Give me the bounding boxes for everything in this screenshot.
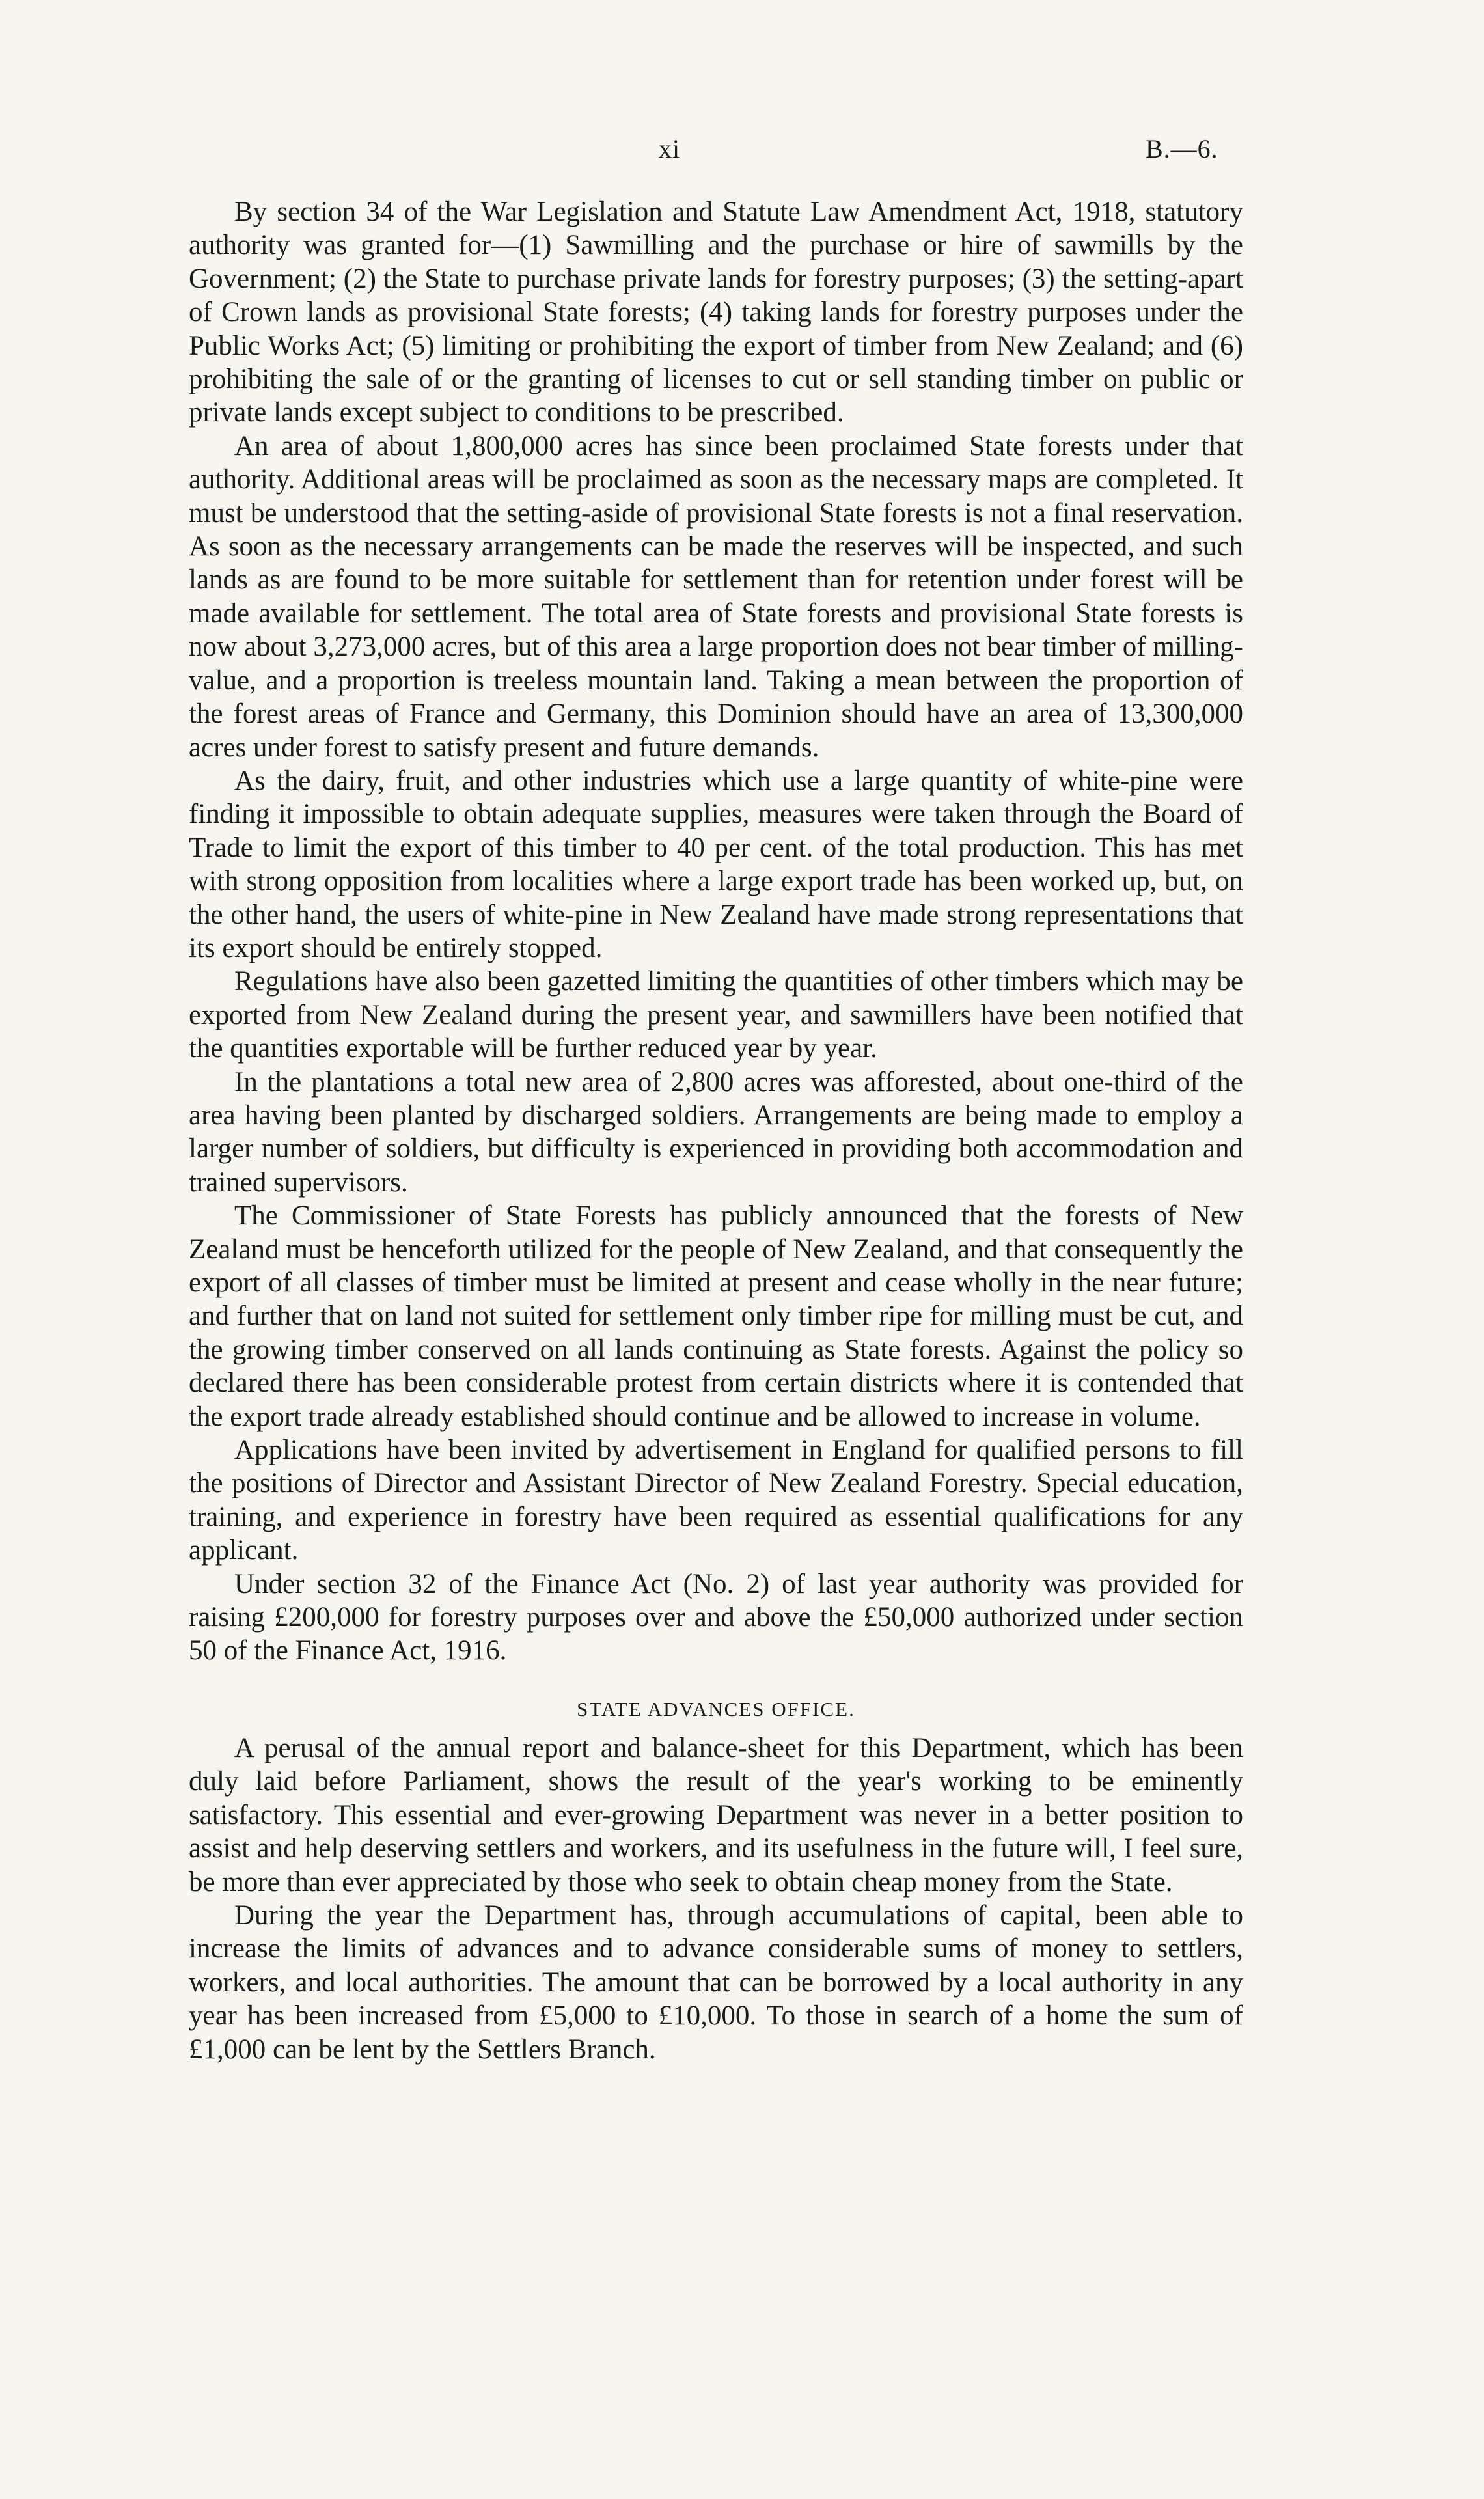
paragraph-plantations: In the plantations a total new area of 2,800 acres was afforested, about one-third of the area having been planted by discharged soldiers. Arrangements are being made to employ a larger number of soldiers, but difficulty is experienced in providing both accommodation and trained supervisors.: [189, 1066, 1243, 1198]
paragraph-annual-report: A perusal of the annual report and balance-sheet for this Department, which has been duly laid before Parliament, shows the result of the year's working to be eminently satisfactory. This essential and ever-growing Department was never in a better position to assist and help deserving settlers and workers, and its usefulness in the future will, I feel sure, be more than ever appreciated by those who seek to obtain cheap money from the State.: [189, 1732, 1243, 1898]
page-header: [0, 133, 1484, 173]
paragraph-white-pine-export: As the dairy, fruit, and other industries which use a large quantity of white-pine were finding it impossible to obtain adequate supplies, measures were taken through the Board of Trade to limit the export of this timber to 40 per cent. of the total production. This has met with strong opposition from localities where a large export trade has been worked up, but, on the other hand, the users of white-pine in New Zealand have made strong representations that its export should be entirely stopped.: [189, 765, 1243, 963]
page-number: xi: [659, 134, 681, 163]
paragraph-advances-limits: During the year the Department has, through accumulations of capital, been able to increase the limits of advances and to advance considerable sums of money to settlers, workers, and local authorities. The amount that can be borrowed by a local authority in any year has been increased from £5,000 to £10,000. To those in search of a home the sum of £1,000 can be lent by the Settlers Branch.: [189, 1899, 1243, 2065]
paragraph-regulations: Regulations have also been gazetted limiting the quantities of other timbers which may be exported from New Zealand during the present year, and sawmillers have been notified that the quantities exportable will be further reduced year by year.: [189, 966, 1243, 1064]
paragraph-proclaimed-forests: An area of about 1,800,000 acres has since been proclaimed State forests under that authority. Additional areas will be proclaimed as soon as the necessary maps are completed. It must be understood that the setting-aside of provisional State forests is not a final reservation. As soon as the necessary arrangements can be made the reserves will be inspected, and such lands as are found to be more suitable for settlement than for retention under forest will be made available for settlement. The total area of State forests and provisional State forests is now about 3,273,000 acres, but of this area a large proportion does not bear timber of milling-value, and a proportion is treeless mountain land. Taking a mean between the proportion of the forest areas of France and Germany, this Dominion should have an area of 13,300,000 acres under forest to satisfy present and future demands.: [189, 430, 1243, 763]
paragraph-finance-act: Under section 32 of the Finance Act (No. 2) of last year authority was provided for raising £200,000 for forestry purposes over and above the £50,000 authorized under section 50 of the Finance Act, 1916.: [189, 1568, 1243, 1666]
paragraph-director-applications: Applications have been invited by advertisement in England for qualified persons to fill the positions of Director and Assistant Director of New Zealand Forestry. Special education, training, and experience in forestry have been required as essential qualifications for any applicant.: [189, 1435, 1243, 1566]
body-text: [189, 195, 1243, 2066]
section-heading: STATE ADVANCES OFFICE.: [577, 1697, 855, 1720]
paragraph-commissioner-policy: The Commissioner of State Forests has publicly announced that the forests of New Zealand must be henceforth utilized for the people of New Zealand, and that consequently the export of all classes of timber must be limited at present and cease wholly in the near future; and further that on land not suited for settlement only timber ripe for milling must be cut, and the growing timber conserved on all lands continuing as State forests. Against the policy so declared there has been considerable protest from certain districts where it is contended that the export trade already established should continue and be allowed to increase in volume.: [189, 1200, 1243, 1432]
document-reference: B.—6.: [1146, 134, 1218, 163]
paragraph-war-legislation: By section 34 of the War Legislation and Statute Law Amendment Act, 1918, statutory authority was granted for—(1) Sawmilling and the purchase or hire of sawmills by the Government; (2) the State to purchase private lands for forestry purposes; (3) the setting-apart of Crown lands as provisional State forests; (4) taking lands for forestry purposes under the Public Works Act; (5) limiting or prohibiting the export of timber from New Zealand; and (6) prohibiting the sale of or the granting of licenses to cut or sell standing timber on public or private lands except subject to conditions to be prescribed.: [189, 197, 1243, 428]
